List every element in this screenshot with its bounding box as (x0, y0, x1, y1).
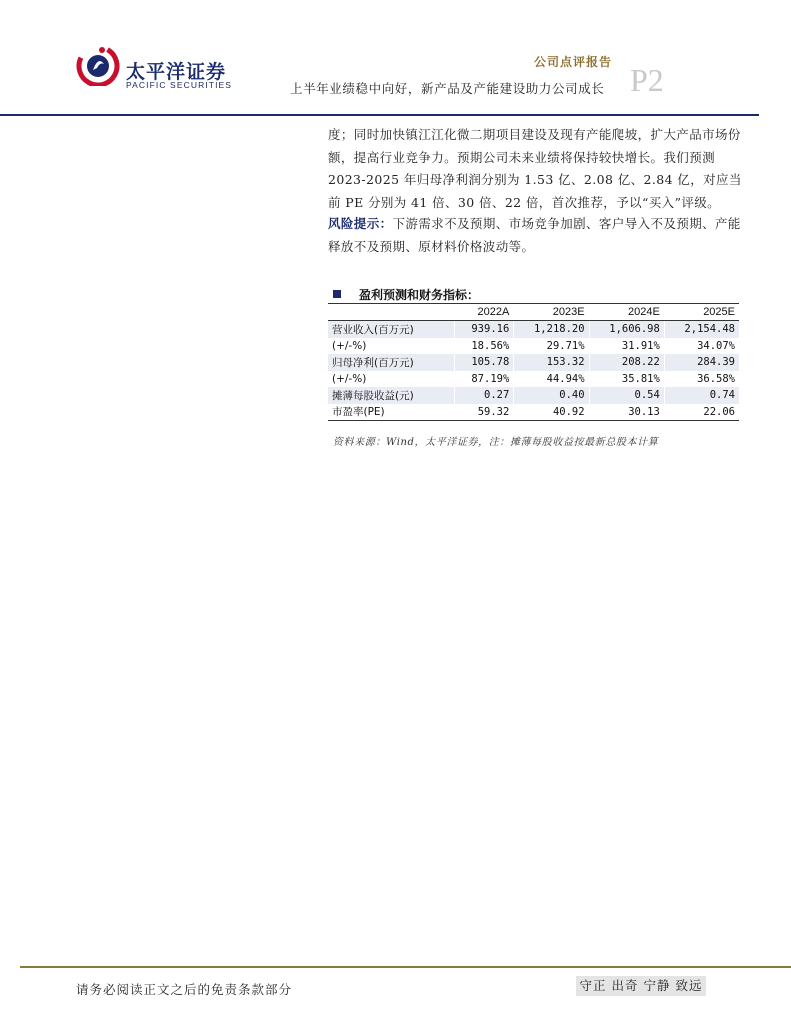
table-cell: 44.94% (514, 371, 589, 388)
table-cell: 87.19% (455, 371, 514, 388)
table-row (328, 338, 739, 355)
brand-name-cn: 太平洋证券 (126, 61, 227, 83)
financial-forecast-table (328, 303, 739, 421)
page-number: P2 (630, 62, 664, 98)
table-cell: 36.58% (664, 371, 739, 388)
table-row (328, 321, 739, 338)
row-label: 营业收入(百万元) (328, 321, 455, 338)
brand-name-en: PACIFIC SECURITIES (126, 80, 233, 90)
table-cell: 105.78 (455, 354, 514, 371)
table-header-cell: 2023E (514, 304, 589, 321)
table-cell: 939.16 (455, 321, 514, 338)
risk-label: 风险提示： (328, 216, 393, 231)
table-row (328, 354, 739, 371)
row-label: 市盈率(PE) (328, 404, 455, 421)
table-header-row (328, 304, 739, 321)
table-cell: 0.40 (514, 387, 589, 404)
report-title: 上半年业绩稳中向好，新产品及产能建设助力公司成长 (290, 81, 605, 96)
table-source-note: 资料来源：Wind，太平洋证券，注：摊薄每股收益按最新总股本计算 (333, 437, 659, 448)
table-header-cell: 2024E (589, 304, 664, 321)
table-cell: 29.71% (514, 338, 589, 355)
table-cell: 59.32 (455, 404, 514, 421)
risk-text: 下游需求不及预期、市场竞争加剧、客户导入不及预期、产能释放不及预期、原材料价格波动等。 (328, 216, 741, 254)
table-cell: 0.74 (664, 387, 739, 404)
table-cell: 34.07% (664, 338, 739, 355)
table-cell: 284.39 (664, 354, 739, 371)
risk-paragraph (328, 213, 742, 258)
table-cell: 2,154.48 (664, 321, 739, 338)
disclaimer-notice: 请务必阅读正文之后的免责条款部分 (76, 982, 293, 997)
table-cell: 35.81% (589, 371, 664, 388)
table-cell: 0.27 (455, 387, 514, 404)
table-row (328, 387, 739, 404)
table-cell: 22.06 (664, 404, 739, 421)
table-title (333, 286, 479, 303)
table-row (328, 404, 739, 421)
table-cell: 0.54 (589, 387, 664, 404)
table-cell: 31.91% (589, 338, 664, 355)
table-cell: 153.32 (514, 354, 589, 371)
footer-divider (20, 966, 791, 968)
table-header-cell (328, 304, 455, 321)
table-cell: 18.56% (455, 338, 514, 355)
row-label: (+/-%) (332, 372, 367, 385)
table-cell: 1,218.20 (514, 321, 589, 338)
company-motto: 守正 出奇 宁静 致远 (576, 976, 706, 996)
table-row (328, 371, 739, 388)
row-label: 归母净利(百万元) (328, 354, 455, 371)
header-divider (0, 114, 759, 116)
table-header-cell: 2022A (455, 304, 514, 321)
table-cell: 40.92 (514, 404, 589, 421)
report-type: 公司点评报告 (534, 55, 613, 69)
summary-paragraph: 度；同时加快镇江江化微二期项目建设及现有产能爬坡，扩大产品市场份额，提高行业竞争力。预期公司未来业绩将保持较快增长。我们预测 2023-2025 年归母净利润分别为 1.53 亿、2.08 亿、2.84 亿，对应当前 PE 分别为 41 倍、30 倍、22 倍，首次推荐，予以“买入”评级。 (328, 127, 742, 210)
square-bullet-icon (333, 290, 341, 298)
table-cell: 1,606.98 (589, 321, 664, 338)
table-header-cell: 2025E (664, 304, 739, 321)
pacific-securities-logo (76, 42, 120, 86)
row-label: 摊薄每股收益(元) (328, 387, 455, 404)
table-cell: 208.22 (589, 354, 664, 371)
row-label: (+/-%) (332, 339, 367, 352)
table-title-text: 盈利预测和财务指标： (359, 288, 480, 302)
table-cell: 30.13 (589, 404, 664, 421)
